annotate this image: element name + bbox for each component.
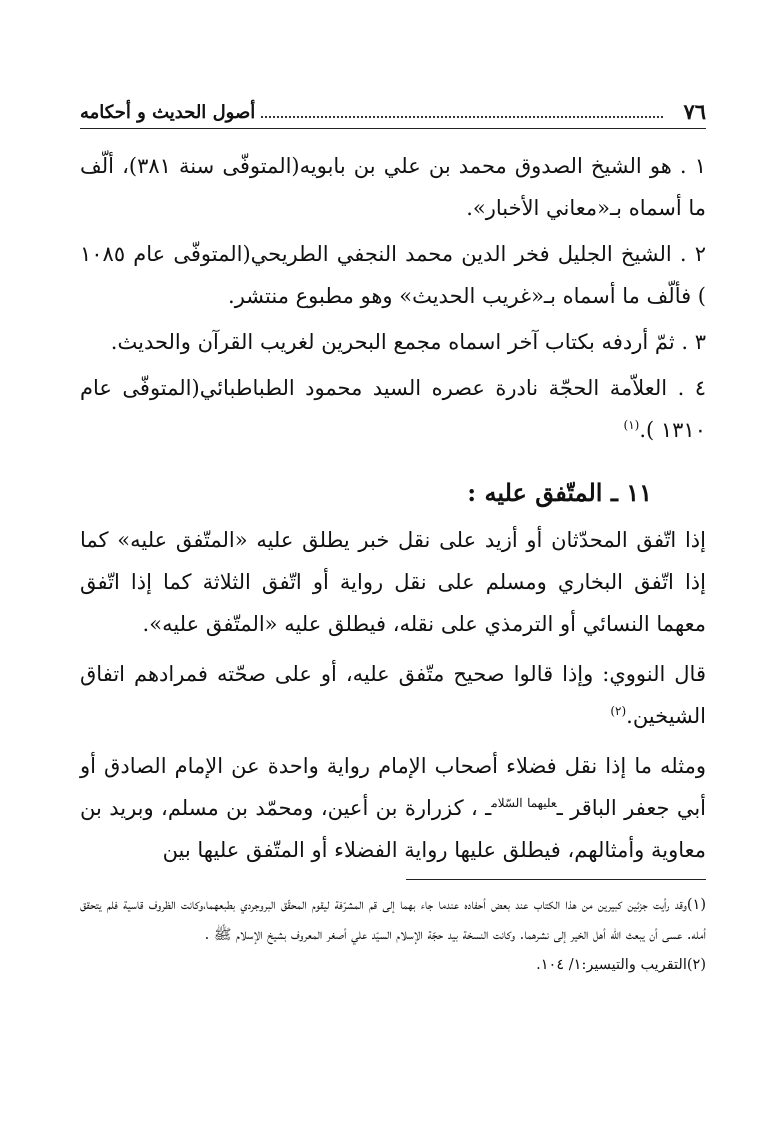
footnote-reference: (٢) — [610, 704, 627, 718]
paragraph: إذا اتّفق المحدّثان أو أزيد على نقل خبر يطلق عليه «المتّفق عليه» كما إذا اتّفق البخاري ومسلم على نقل رواية أو اتّفق الثلاثة كما إذا اتّفق معهما النسائي أو الترمذي على نقله، فيطلق عليه «المتّفق عليه». — [80, 528, 706, 636]
list-item: ١ . هو الشيخ الصدوق محمد بن علي بن بابويه(المتوفّى سنة ٣٨١)، ألّف ما أسماه بـ«معاني الأخبار». — [80, 154, 706, 220]
footnote: (١)وقد رأيت جزئين كبيرين من هذا الكتاب عند بعض أحفاده عندما جاء بهما إلى قم المشرّفة ليقوم المحقّق البروجردي بطبعهما،وكانت الظروف قاسية فلم يتحقق أمله. عسى أن يبعث الله أهل الخير إلى نشرهما. وكانت النسخة بيد حجّة الإسلام السيّد علي أصغر المعروف بشيخ الإسلام ﷺ . — [80, 897, 706, 943]
dotted-leader — [261, 116, 663, 118]
list-item: ٣ . ثمّ أردفه بكتاب آخر اسماه مجمع البحرين لغريب القرآن والحديث. — [110, 330, 706, 354]
running-header — [80, 88, 706, 129]
footnote-reference: (١) — [623, 418, 640, 432]
book-title: أصول الحديث و أحكامه — [80, 102, 256, 123]
list-item: ٤ . العلاّمة الحجّة نادرة عصره السيد محمود الطباطبائي(المتوفّى عام ١٣١٠ ).$^{(١)}$ — [80, 376, 706, 442]
book-list — [80, 145, 706, 451]
section-heading: ١١ ـ المتّفق عليه : — [467, 478, 652, 507]
book-page — [80, 88, 706, 980]
paragraph: ومثله ما إذا نقل فضلاء أصحاب الإمام رواية واحدة عن الإمام الصادق أو أبي جعفر الباقر ـ$^{عليهما السّلام}$ـ ، كزرارة بن أعين، ومحمّد بن مسلم، وبريد بن معاوية وأمثالهم، فيطلق عليها رواية الفضلاء أو المتّفق عليها بين — [80, 754, 707, 862]
page-number: ٧٦ — [683, 99, 706, 124]
footnote: (٢)التقريب والتيسير:١/ ١٠٤. — [536, 957, 706, 973]
paragraph: قال النووي: وإذا قالوا صحيح متّفق عليه، أو على صحّته فمرادهم اتفاق الشيخين.$^{(٢)}$ — [80, 662, 706, 728]
list-item: ٢ . الشيخ الجليل فخر الدين محمد النجفي الطريحي(المتوفّى عام ١٠٨٥ ) فألّف ما أسماه بـ«غريب الحديث» وهو مطبوع منتشر. — [80, 242, 706, 308]
footnotes — [80, 890, 706, 980]
blessing-formula: عليهما السّلام — [491, 796, 557, 810]
footnote-divider — [406, 879, 706, 880]
